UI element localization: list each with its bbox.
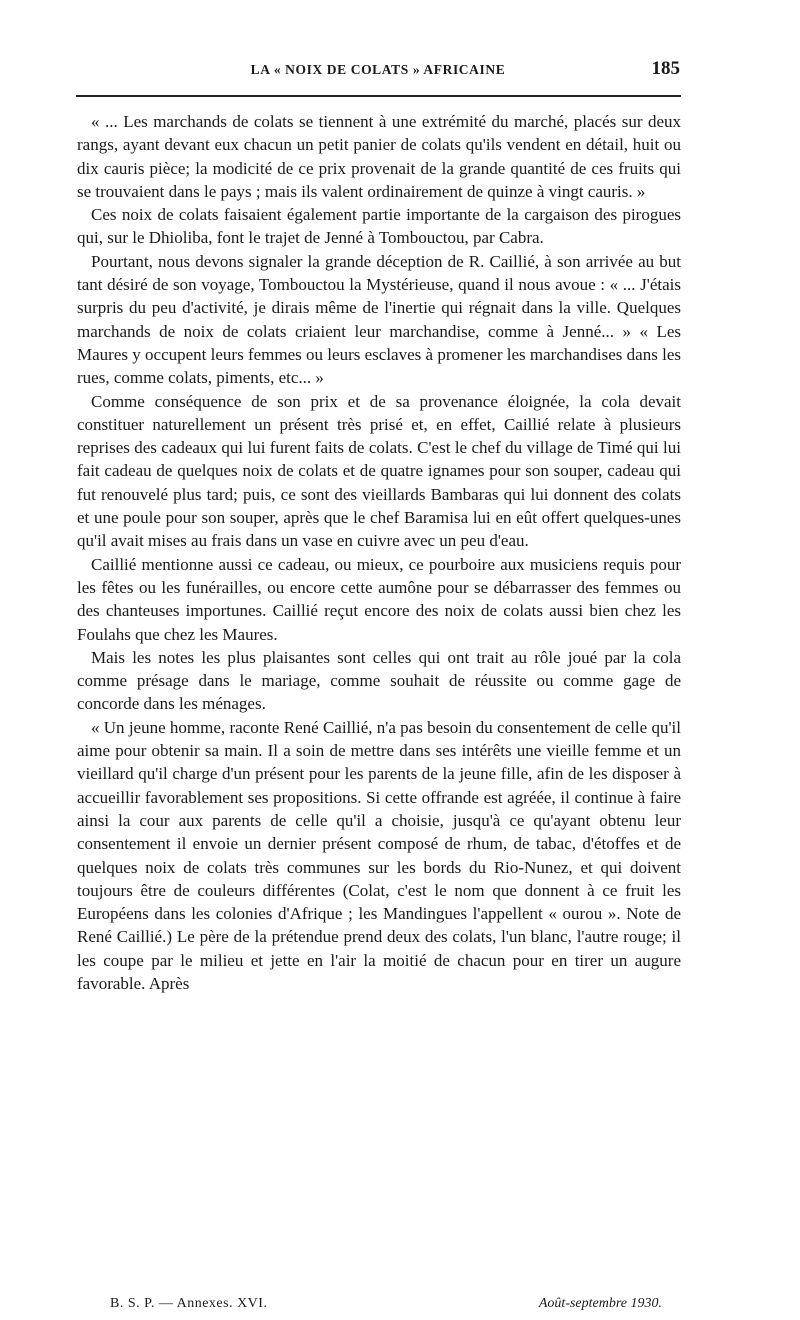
paragraph: Mais les notes les plus plaisantes sont celles qui ont trait au rôle joué par la cola comme présage dans le mariage, comme souhait de réussite ou comme gage de concorde dans les ménages. (77, 647, 681, 714)
page-footer (110, 1296, 662, 1318)
paragraph: « Un jeune homme, raconte René Caillié, n'a pas besoin du consentement de celle qu'il aime pour obtenir sa main. Il a soin de mettre dans ses intérêts une vieille femme et un vieillard qu'il charge d'un présent pour les parents de la jeune fille, afin de les disposer à accueillir favorablement ses propositions. Si cette offrande est agréée, il continue à faire ainsi la cour aux parents de celle qu'il a choisie, jusqu'à ce qu'ayant obtenu leur consentement il envoie un dernier présent composé de rhum, de tabac, d'étoffes et de quelques noix de colats très communes sur les bords du Rio-Nunez, et qui doivent toujours être de couleurs différentes (Colat, c'est le nom que donnent à ce fruit les Européens dans les colonies d'Afrique ; les Mandingues l'appellent « ourou ». Note de René Caillié.) Le père de la prétendue prend deux des colats, l'un blanc, l'autre rouge; il les coupe par le milieu et jette en l'air la moitié de chacun pour en tirer un augure favorable. Après (77, 717, 681, 993)
paragraph: Comme conséquence de son prix et de sa provenance éloignée, la cola devait constituer naturellement un présent très prisé et, en effet, Caillié relate à plusieurs reprises des cadeaux qui lui furent faits de colats. C'est le chef du village de Timé qui lui fait cadeau de quelques noix de colats et de quatre ignames pour son souper, cadeau qui fut renouvelé plus tard; puis, ce sont des vieillards Bambaras qui lui donnent des colats et une poule pour son souper, après que le chef Baramisa lui en eût offert quelques-unes qu'il avait mises au frais dans un vase en cuivre avec un peu d'eau. (77, 391, 681, 551)
header-rule (76, 95, 681, 97)
paragraph: Caillié mentionne aussi ce cadeau, ou mieux, ce pourboire aux musiciens requis pour les fêtes ou les funérailles, ou encore cette aumône pour se débarrasser des femmes ou des chanteuses importunes. Caillié reçut encore des noix de colats aussi bien chez les Foulahs que chez les Maures. (77, 554, 681, 644)
footer-publication: B. S. P. — Annexes. XVI. (110, 1296, 268, 1311)
body-text (77, 110, 681, 995)
paragraph: « ... Les marchands de colats se tiennent à une extrémité du marché, placés sur deux rangs, ayant devant eux chacun un petit panier de colats qu'ils vendent en détail, huit ou dix cauris pièce; la modicité de ce prix provenait de la grande quantité de ces fruits qui se trouvaient dans le pays ; mais ils valent ordinairement de quinze à vingt cauris. » (77, 112, 681, 201)
paragraph: Ces noix de colats faisaient également partie importante de la cargaison des pirogues qui, sur le Dhioliba, font le trajet de Jenné à Tombouctou, par Cabra. (77, 205, 681, 248)
page-number: 185 (651, 58, 680, 79)
footer-date: Août-septembre 1930. (538, 1296, 662, 1311)
paragraph: Pourtant, nous devons signaler la grande déception de R. Caillié, à son arrivée au but tant désiré de son voyage, Tombouctou la Mystérieuse, quand il nous avoue : « ... J'étais surpris du peu d'activité, je dirais même de l'inertie qui régnait dans la ville. Quelques marchands de noix de colats criaient leur marchandise, comme à Jenné... » « Les Maures y occupent leurs femmes ou leurs esclaves à promener les marchandises dans les rues, comme colats, piments, etc... » (77, 251, 681, 388)
running-head: LA « NOIX DE COLATS » AFRICAINE (250, 62, 506, 77)
page-header (76, 58, 680, 88)
